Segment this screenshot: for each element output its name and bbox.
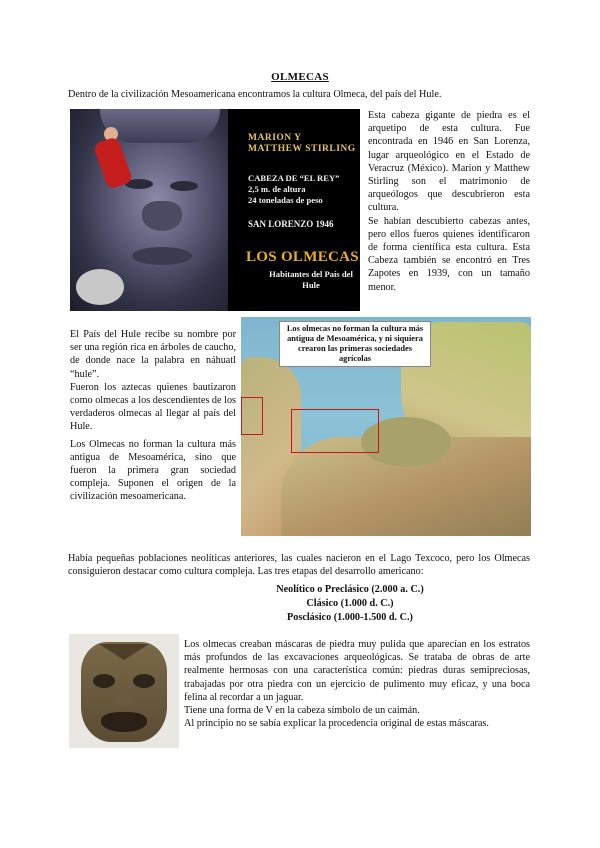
paragraph: Fueron los aztecas quienes bautizaron como olmecas a los descendientes de los verdaderos olmecas al llegar al país del Hule. <box>70 381 236 433</box>
cover-subtitle: Habitantes del País del Hule <box>269 269 353 290</box>
olmec-head-photo <box>70 109 360 311</box>
cover-weight: 24 toneladas de peso <box>248 194 323 205</box>
paragraph: Se habían descubierto cabezas antes, pero ellos fueros quienes identificaron de forma científica esta cultura. Esta Cabeza también se encontró en Tres Zapotes en 1939, con un tamaño menor. <box>368 215 530 293</box>
paragraph: Al principio no se sabía explicar la procedencia original de estas máscaras. <box>184 718 489 730</box>
mask-description <box>184 638 530 730</box>
stone-head-image <box>70 109 228 311</box>
lower-paragraph: Había pequeñas poblaciones neolíticas anteriores, las cuales nacieron en el Lago Texcoco, pero los Olmecas consiguieron destacar como cultura compleja. Las tres etapas del desarrollo americano: <box>68 553 530 578</box>
cover-big-title: LOS OLMECAS <box>246 249 359 265</box>
paragraph: El País del Hule recibe su nombre por ser una región rica en árboles de caucho, de donde nace la palabra en náhuatl “hule”. <box>70 329 236 380</box>
paragraph: Los olmecas creaban máscaras de piedra muy pulida que aparecían en los estratos más profundos de las excavaciones arqueológicas. Se trataba de obras de arte realmente hermosas con una característica común: piedras duras semipreciosas, trabajadas por otra piedra con un ejercicio de pulimento muy eficaz, y una boca felina al recordar a un jaguar. <box>184 639 530 703</box>
cover-details <box>248 173 358 205</box>
stage-item: Posclásico (1.000-1.500 d. C.) <box>287 612 413 623</box>
stage-item: Neolítico o Preclásico (2.000 a. C.) <box>276 584 424 595</box>
book-cover-panel <box>236 109 360 311</box>
right-column-text <box>368 109 530 294</box>
olmec-mask-photo <box>69 634 179 748</box>
cover-place-year: SAN LORENZO 1946 <box>248 219 334 229</box>
stages-list <box>0 583 600 625</box>
map-highlight-box <box>241 397 263 435</box>
cover-height: 2,5 m. de altura <box>248 183 306 194</box>
paragraph: Los Olmecas no forman la cultura más antigua de Mesoamérica, sino que fueron la primera gran sociedad compleja. Suponen el origen de la civilización mesoamericana. <box>70 438 236 503</box>
map-caption: Los olmecas no forman la cultura más antigua de Mesoamérica, y ni siquiera crearon las primeras sociedades agrícolas <box>279 321 431 367</box>
cover-head-name: CABEZA DE “EL REY” <box>248 173 340 183</box>
page-title: OLMECAS <box>271 71 329 83</box>
stage-item: Clásico (1.000 d. C.) <box>306 598 394 609</box>
paragraph: Esta cabeza gigante de piedra es el arquetipo de esta cultura. Fue encontrada en 1946 en San Lorenza, lugar arqueológico en el Estado de Veracruz (México). Marion y Matthew Stirling son el matrimonio de arqueólogos que descubrieron esta cultura. <box>368 110 530 214</box>
paragraph: Tiene una forma de V en la cabeza símbolo de un caimán. <box>184 705 420 717</box>
map-highlight-box <box>291 409 379 453</box>
left-column-text <box>70 328 236 504</box>
cover-authors: MARION Y MATTHEW STIRLING <box>248 133 356 154</box>
mesoamerica-map <box>241 317 531 536</box>
intro-paragraph: Dentro de la civilización Mesoamericana encontramos la cultura Olmeca, del país del Hule. <box>68 89 442 100</box>
